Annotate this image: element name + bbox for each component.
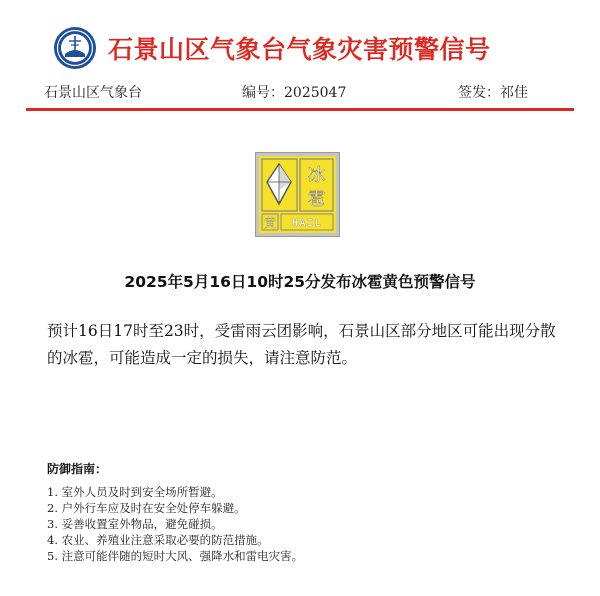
guide-list: [47, 484, 567, 564]
alert-body: 预计16日17时至23时，受雷雨云团影响，石景山区部分地区可能出现分散的冰雹，可能造成一定的损失，请注意防范。: [47, 322, 556, 367]
hail-yellow-signal-icon: [255, 152, 340, 237]
guide-item: 5. 注意可能伴随的短时大风、强降水和雷电灾害。: [47, 549, 304, 563]
document-header: [0, 26, 600, 70]
header-divider: [26, 108, 574, 111]
document-number: 编号：2025047: [242, 85, 347, 101]
guide-item: 1. 室外人员及时到安全场所暂避。: [47, 485, 223, 499]
guide-item: 3. 妥善收置室外物品，避免碰损。: [47, 517, 223, 531]
alert-heading: 2025年5月16日10时25分发布冰雹黄色预警信号: [124, 273, 476, 291]
cma-logo-icon: [53, 26, 97, 70]
document-signer: 签发：祁佳: [458, 85, 528, 101]
signal-char-bottom: 雹: [307, 189, 326, 210]
document-meta: [0, 80, 600, 102]
signal-color-word: 黄: [263, 216, 277, 230]
defense-guide: [47, 460, 567, 564]
signal-char-top: 冰: [307, 165, 326, 186]
signal-english: HAIL: [291, 218, 323, 229]
issuing-office: 石景山区气象台: [44, 85, 142, 101]
guide-item: 4. 农业、养殖业注意采取必要的防范措施。: [47, 533, 269, 547]
org-title: 石景山区气象台气象灾害预警信号: [108, 35, 491, 64]
guide-title: 防御指南：: [47, 462, 108, 476]
guide-item: 2. 户外行车应及时在安全处停车躲避。: [47, 501, 246, 515]
